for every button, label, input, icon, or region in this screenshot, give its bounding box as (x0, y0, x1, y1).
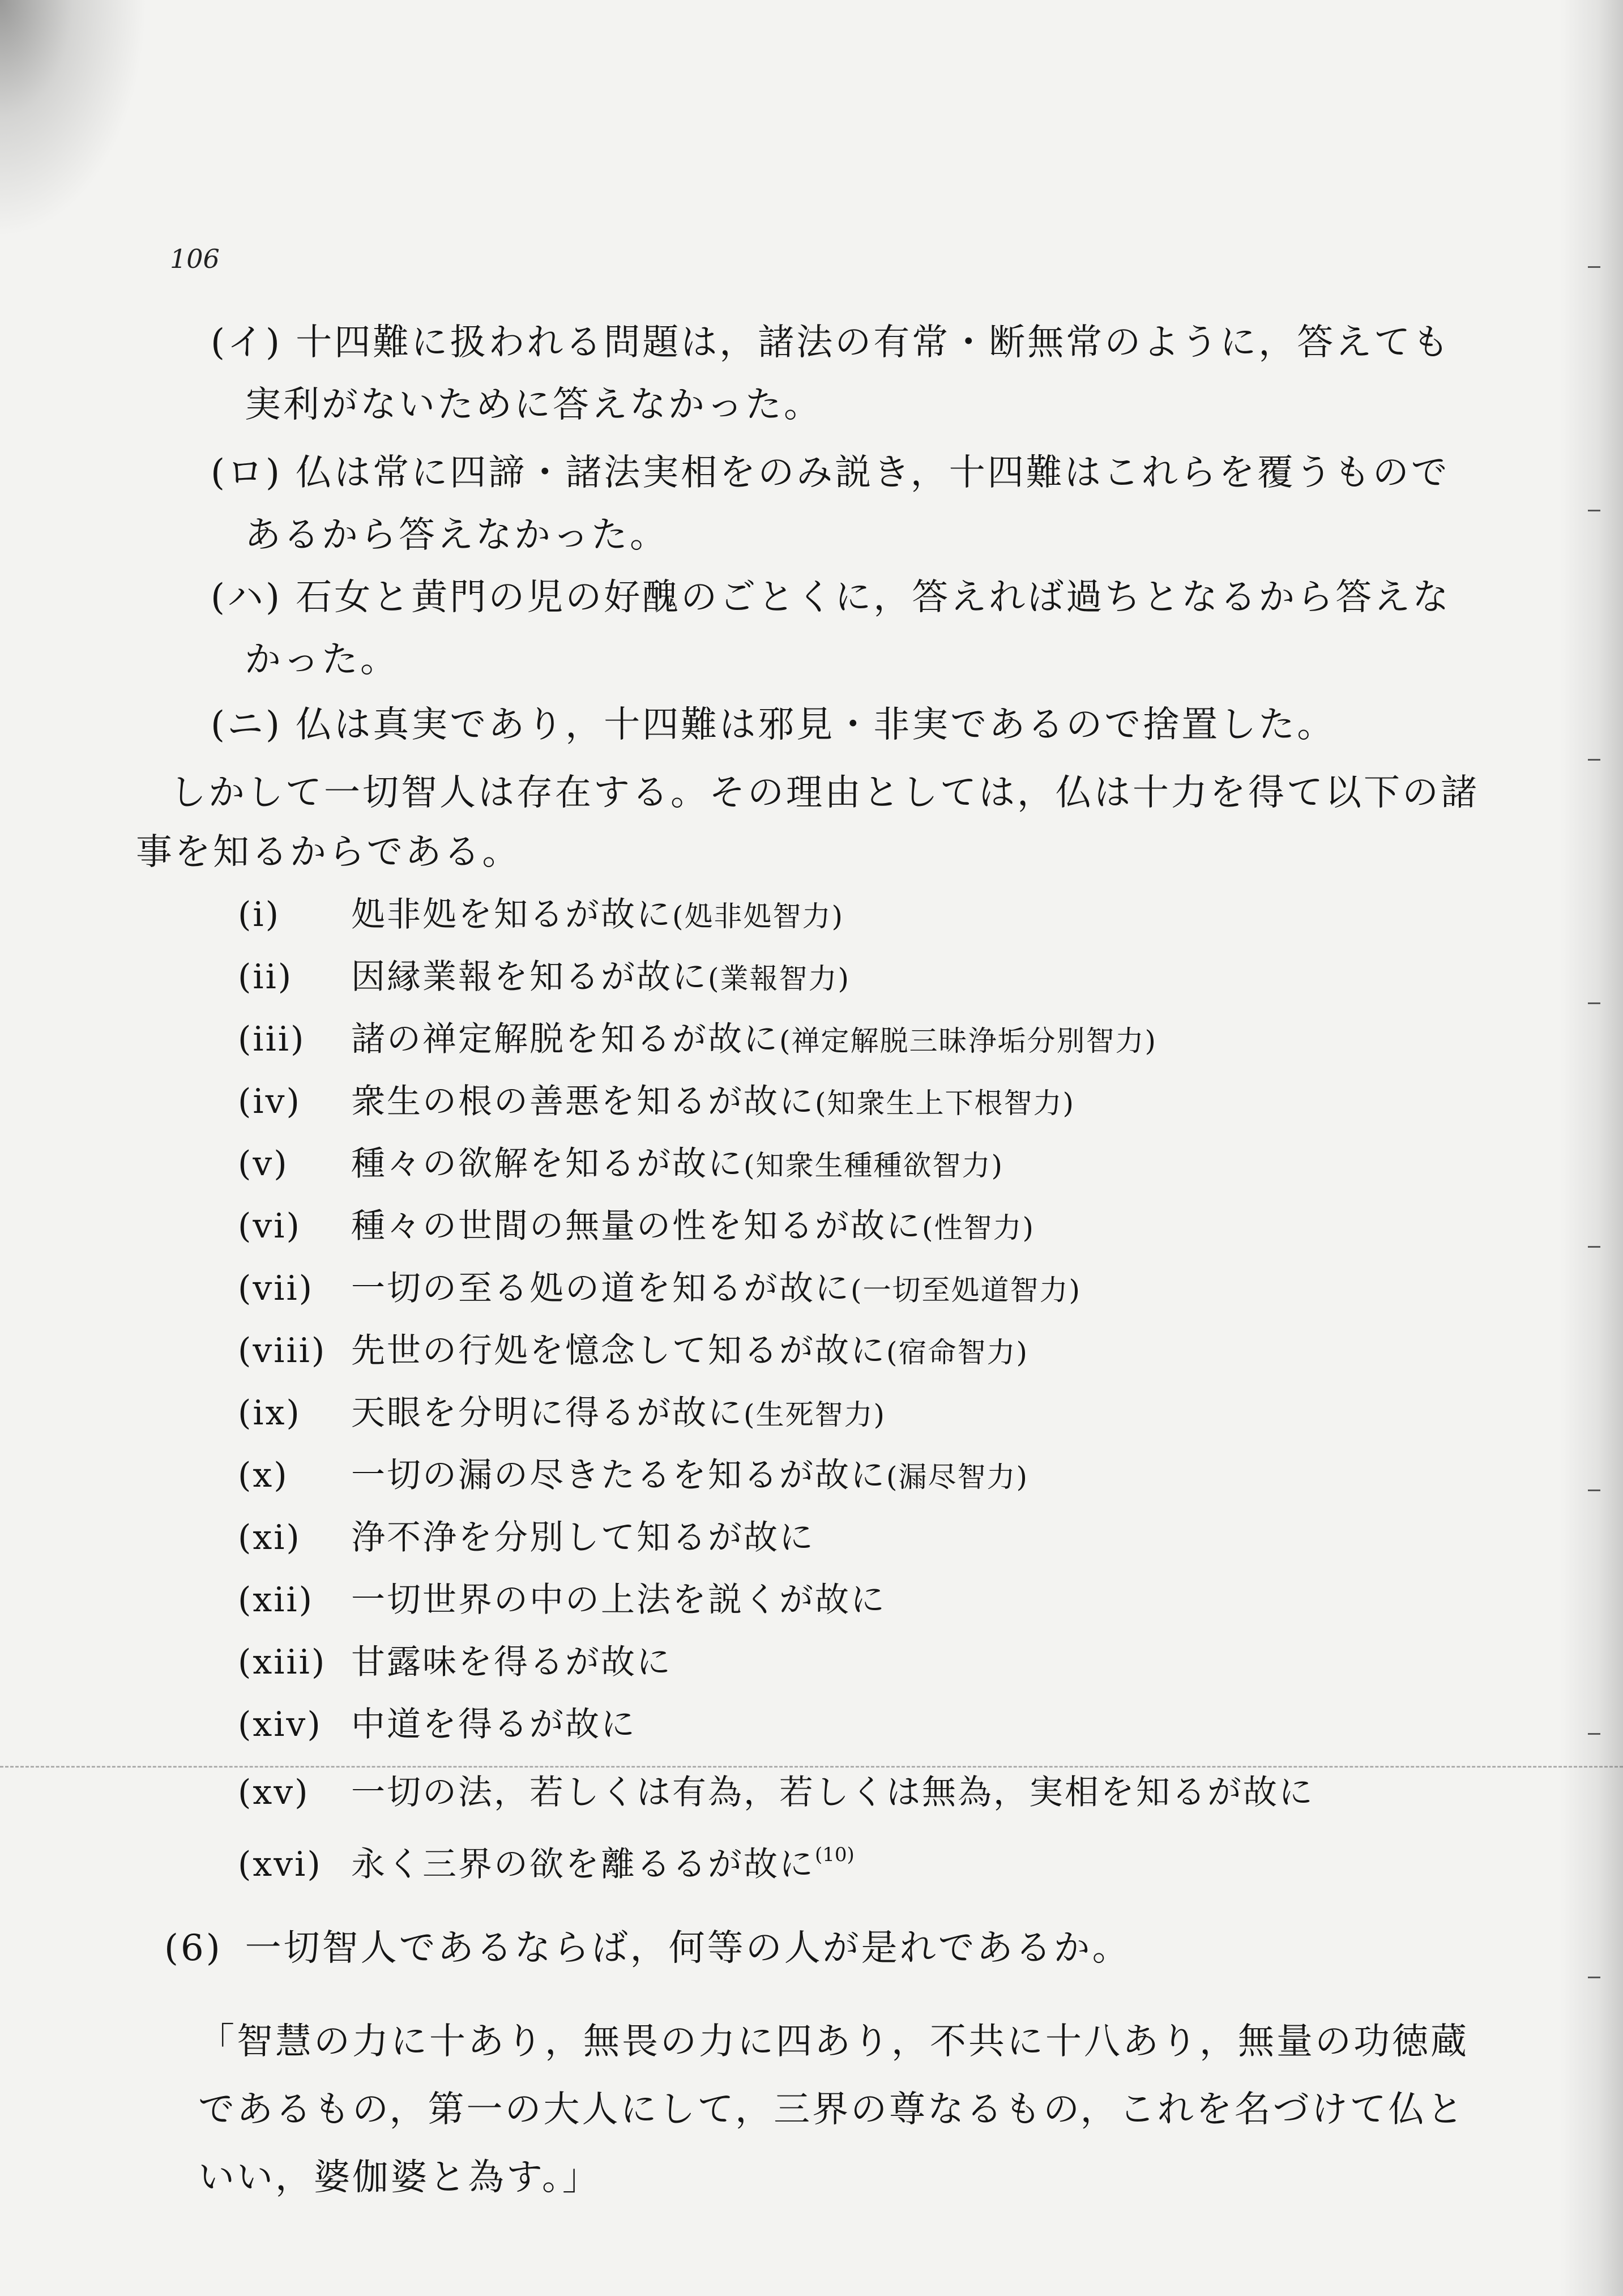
edge-mark (1588, 1246, 1600, 1248)
page-number: 106 (170, 244, 220, 274)
power-text: 種々の欲解を知るが故に (351, 1144, 744, 1184)
reason-text: 仏は常に四諦・諸法実相をのみ説き，十四難はこれらを覆うもので (296, 452, 1450, 494)
power-note: (知衆生種種欲智力) (744, 1149, 1004, 1182)
power-item (238, 1328, 1028, 1375)
power-note: (処非処智力) (672, 900, 844, 933)
section-number: (6) (164, 1927, 223, 1969)
power-text: 因縁業報を知るが故に (351, 957, 708, 997)
reason-text: 仏は真実であり，十四難は邪見・非実であるので捨置した。 (296, 704, 1336, 746)
power-item (238, 1702, 637, 1747)
quote-line: いい，婆伽婆と為す。」 (198, 2157, 601, 2199)
power-text: 天眼を分明に得るが故に (351, 1393, 744, 1433)
power-number: (xv) (238, 1773, 310, 1812)
power-text: 一切の法，若しくは有為，若しくは無為，実相を知るが故に (351, 1773, 1314, 1812)
power-item (238, 954, 850, 1001)
intro-paragraph-continuation: 事を知るからである。 (136, 831, 521, 873)
power-item (238, 1577, 886, 1623)
power-text: 一切の至る処の道を知るが故に (351, 1269, 851, 1308)
fold-line (0, 1766, 1623, 1768)
power-text: 浄不浄を分別して知るが故に (351, 1518, 815, 1557)
power-item (238, 1390, 886, 1437)
footnote-reference: (10) (815, 1843, 855, 1866)
power-item (238, 1453, 1028, 1500)
reason-continuation: 実利がないために答えなかった。 (245, 384, 822, 426)
power-note: (禅定解脱三昧浄垢分別智力) (779, 1025, 1158, 1057)
power-number: (xiv) (238, 1705, 322, 1744)
power-note: (漏尽智力) (886, 1461, 1029, 1493)
reason-marker: (ハ) (211, 577, 282, 618)
quote-line: 「智慧の力に十あり，無畏の力に四あり，不共に十八あり，無量の功徳蔵 (198, 2021, 1469, 2063)
power-number: (xiii) (238, 1642, 327, 1682)
power-note: (生死智力) (744, 1398, 886, 1431)
power-number: (xii) (238, 1580, 314, 1620)
reason-marker: (ロ) (211, 452, 282, 494)
power-item (238, 1515, 815, 1560)
reason-continuation: あるから答えなかった。 (245, 514, 668, 556)
reason-item (211, 702, 1335, 748)
power-number: (iv) (238, 1082, 301, 1121)
power-item (238, 1266, 1081, 1313)
power-number: (i) (238, 895, 281, 934)
reason-item (211, 450, 1450, 496)
power-number: (vii) (238, 1269, 314, 1308)
edge-mark (1588, 266, 1600, 268)
power-text: 衆生の根の善悪を知るが故に (351, 1082, 815, 1121)
section-heading (164, 1926, 1131, 1971)
power-note: (性智力) (922, 1211, 1035, 1244)
power-text: 一切の漏の尽きたるを知るが故に (351, 1456, 886, 1495)
edge-mark (1588, 1977, 1600, 1978)
edge-mark (1588, 510, 1600, 511)
edge-mark (1588, 759, 1600, 761)
power-item (238, 1017, 1157, 1064)
power-text: 先世の行処を憶念して知るが故に (351, 1331, 886, 1371)
power-text: 種々の世間の無量の性を知るが故に (351, 1206, 922, 1246)
power-item (238, 1079, 1075, 1126)
scan-shadow (0, 0, 147, 238)
quote-line: であるもの，第一の大人にして，三界の尊なるもの，これを名づけて仏と (198, 2089, 1466, 2131)
reason-item (211, 575, 1451, 620)
edge-mark (1588, 1733, 1600, 1735)
reason-marker: (ニ) (211, 704, 282, 746)
edge-mark (1588, 1002, 1600, 1004)
intro-paragraph: しかして一切智人は存在する。その理由としては，仏は十力を得て以下の諸 (170, 772, 1479, 814)
reason-marker: (イ) (211, 322, 282, 364)
power-number: (ix) (238, 1393, 301, 1433)
power-note: (宿命智力) (886, 1336, 1029, 1369)
power-number: (iii) (238, 1019, 306, 1059)
power-text: 中道を得るが故に (351, 1705, 637, 1744)
power-number: (ii) (238, 957, 293, 997)
section-title: 一切智人であるならば，何等の人が是れであるか。 (245, 1927, 1131, 1969)
power-item (238, 1832, 855, 1887)
scan-edge (1561, 0, 1623, 2296)
power-text: 処非処を知るが故に (351, 895, 672, 934)
power-item (238, 1770, 1314, 1815)
power-item (238, 892, 844, 939)
reason-item (211, 320, 1451, 365)
power-number: (vi) (238, 1206, 301, 1246)
power-number: (xi) (238, 1518, 301, 1557)
reason-text: 十四難に扱われる問題は，諸法の有常・断無常のように，答えても (296, 322, 1451, 364)
reason-text: 石女と黄門の児の好醜のごとくに，答えれば過ちとなるから答えな (296, 577, 1451, 618)
power-text: 一切世界の中の上法を説くが故に (351, 1580, 886, 1620)
power-text: 永く三界の欲を離るるが故に (351, 1845, 815, 1884)
power-number: (xvi) (238, 1845, 322, 1884)
power-note: (一切至処道智力) (851, 1274, 1082, 1307)
power-number: (viii) (238, 1331, 327, 1371)
power-text: 諸の禅定解脱を知るが故に (351, 1019, 779, 1059)
power-item (238, 1141, 1003, 1188)
power-text: 甘露味を得るが故に (351, 1642, 672, 1682)
power-note: (知衆生上下根智力) (815, 1087, 1075, 1120)
power-note: (業報智力) (708, 962, 851, 995)
power-item (238, 1640, 672, 1685)
power-number: (x) (238, 1456, 289, 1495)
reason-continuation: かった。 (245, 639, 399, 681)
power-item (238, 1204, 1035, 1251)
power-number: (v) (238, 1144, 289, 1184)
edge-mark (1588, 1490, 1600, 1491)
